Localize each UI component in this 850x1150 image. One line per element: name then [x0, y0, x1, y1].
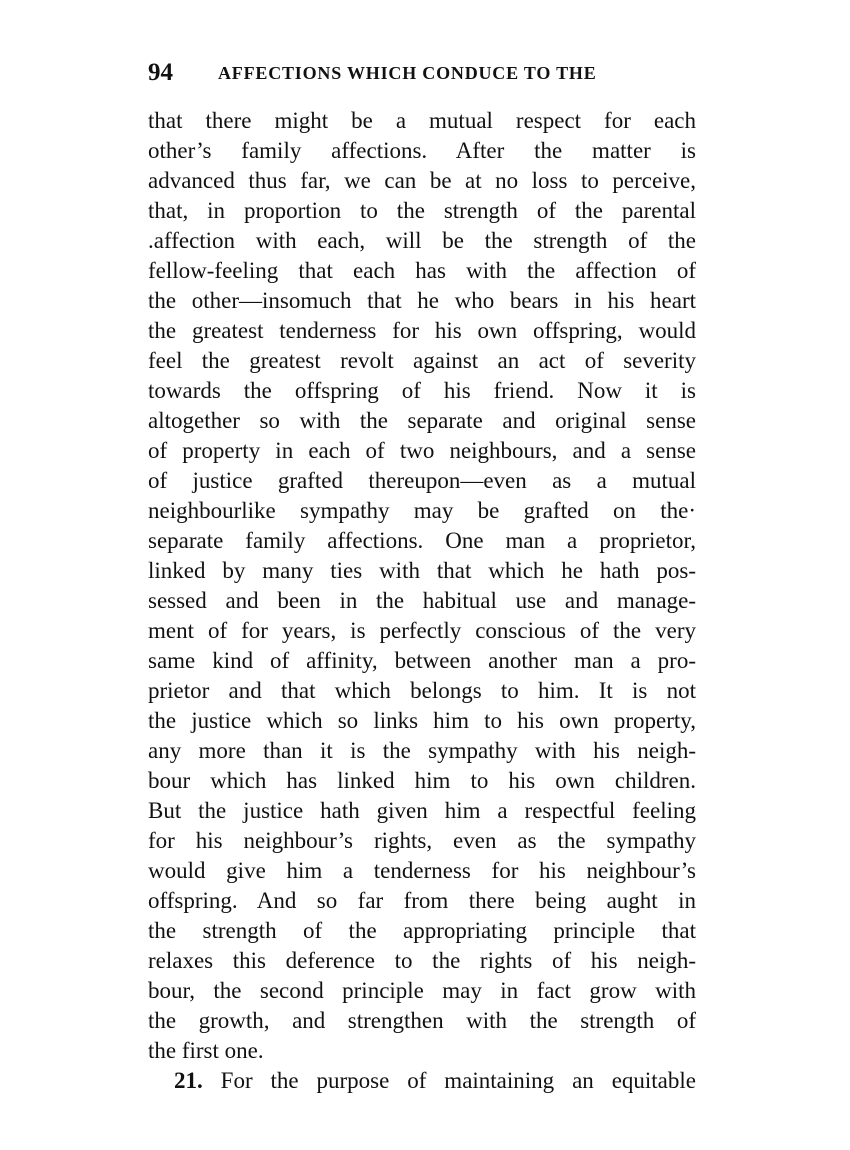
text-line: the strength of the appropriating principle that — [148, 918, 696, 943]
text-line: for his neighbour’s rights, even as the sympathy — [148, 828, 696, 853]
text-line: offspring. And so far from there being aught in — [148, 888, 696, 913]
text-line: .affection with each, will be the strength of the — [148, 228, 696, 253]
text-line: linked by many ties with that which he hath pos- — [148, 558, 696, 583]
text-line: neighbourlike sympathy may be grafted on the· — [148, 498, 696, 523]
text-line-paragraph-end: the first one. — [148, 1038, 264, 1063]
running-title: AFFECTIONS WHICH CONDUCE TO THE — [218, 63, 597, 83]
text-line: the other—insomuch that he who bears in his heart — [148, 288, 696, 313]
text-line: towards the offspring of his friend. Now it is — [148, 378, 696, 403]
text-line: advanced thus far, we can be at no loss to perceive, — [148, 168, 696, 193]
text-line: that, in proportion to the strength of the parental — [148, 198, 696, 223]
page-number: 94 — [148, 59, 173, 86]
body-text — [148, 106, 696, 1096]
text-line: any more than it is the sympathy with his neigh- — [148, 738, 696, 763]
text-line: relaxes this deference to the rights of his neigh- — [148, 948, 696, 973]
text-line: of justice grafted thereupon—even as a mutual — [148, 468, 696, 493]
text-line: would give him a tenderness for his neighbour’s — [148, 858, 696, 883]
text-line: sessed and been in the habitual use and manage- — [148, 588, 696, 613]
text-line: bour, the second principle may in fact grow with — [148, 978, 696, 1003]
text-line: prietor and that which belongs to him. It is not — [148, 678, 696, 703]
text-line: fellow-feeling that each has with the affection of — [148, 258, 696, 283]
text-line: ment of for years, is perfectly conscious of the very — [148, 618, 696, 643]
text-line: same kind of affinity, between another man a pro- — [148, 648, 696, 673]
text-line: the greatest tenderness for his own offspring, would — [148, 318, 696, 343]
paragraph-start-text: For the purpose of maintaining an equitable — [220, 1068, 696, 1093]
running-head — [148, 58, 708, 90]
text-line: altogether so with the separate and original sense — [148, 408, 696, 433]
text-line: that there might be a mutual respect for each — [148, 108, 696, 133]
text-line: of property in each of two neighbours, and a sense — [148, 438, 696, 463]
section-number: 21. — [174, 1068, 203, 1093]
text-line: separate family affections. One man a proprietor, — [148, 528, 696, 553]
text-line: the justice which so links him to his own property, — [148, 708, 696, 733]
paragraph-start-line — [148, 1066, 696, 1096]
text-line: the growth, and strengthen with the strength of — [148, 1008, 696, 1033]
text-line: feel the greatest revolt against an act of severity — [148, 348, 696, 373]
text-line: But the justice hath given him a respectful feeling — [148, 798, 696, 823]
text-line: bour which has linked him to his own children. — [148, 768, 696, 793]
text-line: other’s family affections. After the matter is — [148, 138, 696, 163]
